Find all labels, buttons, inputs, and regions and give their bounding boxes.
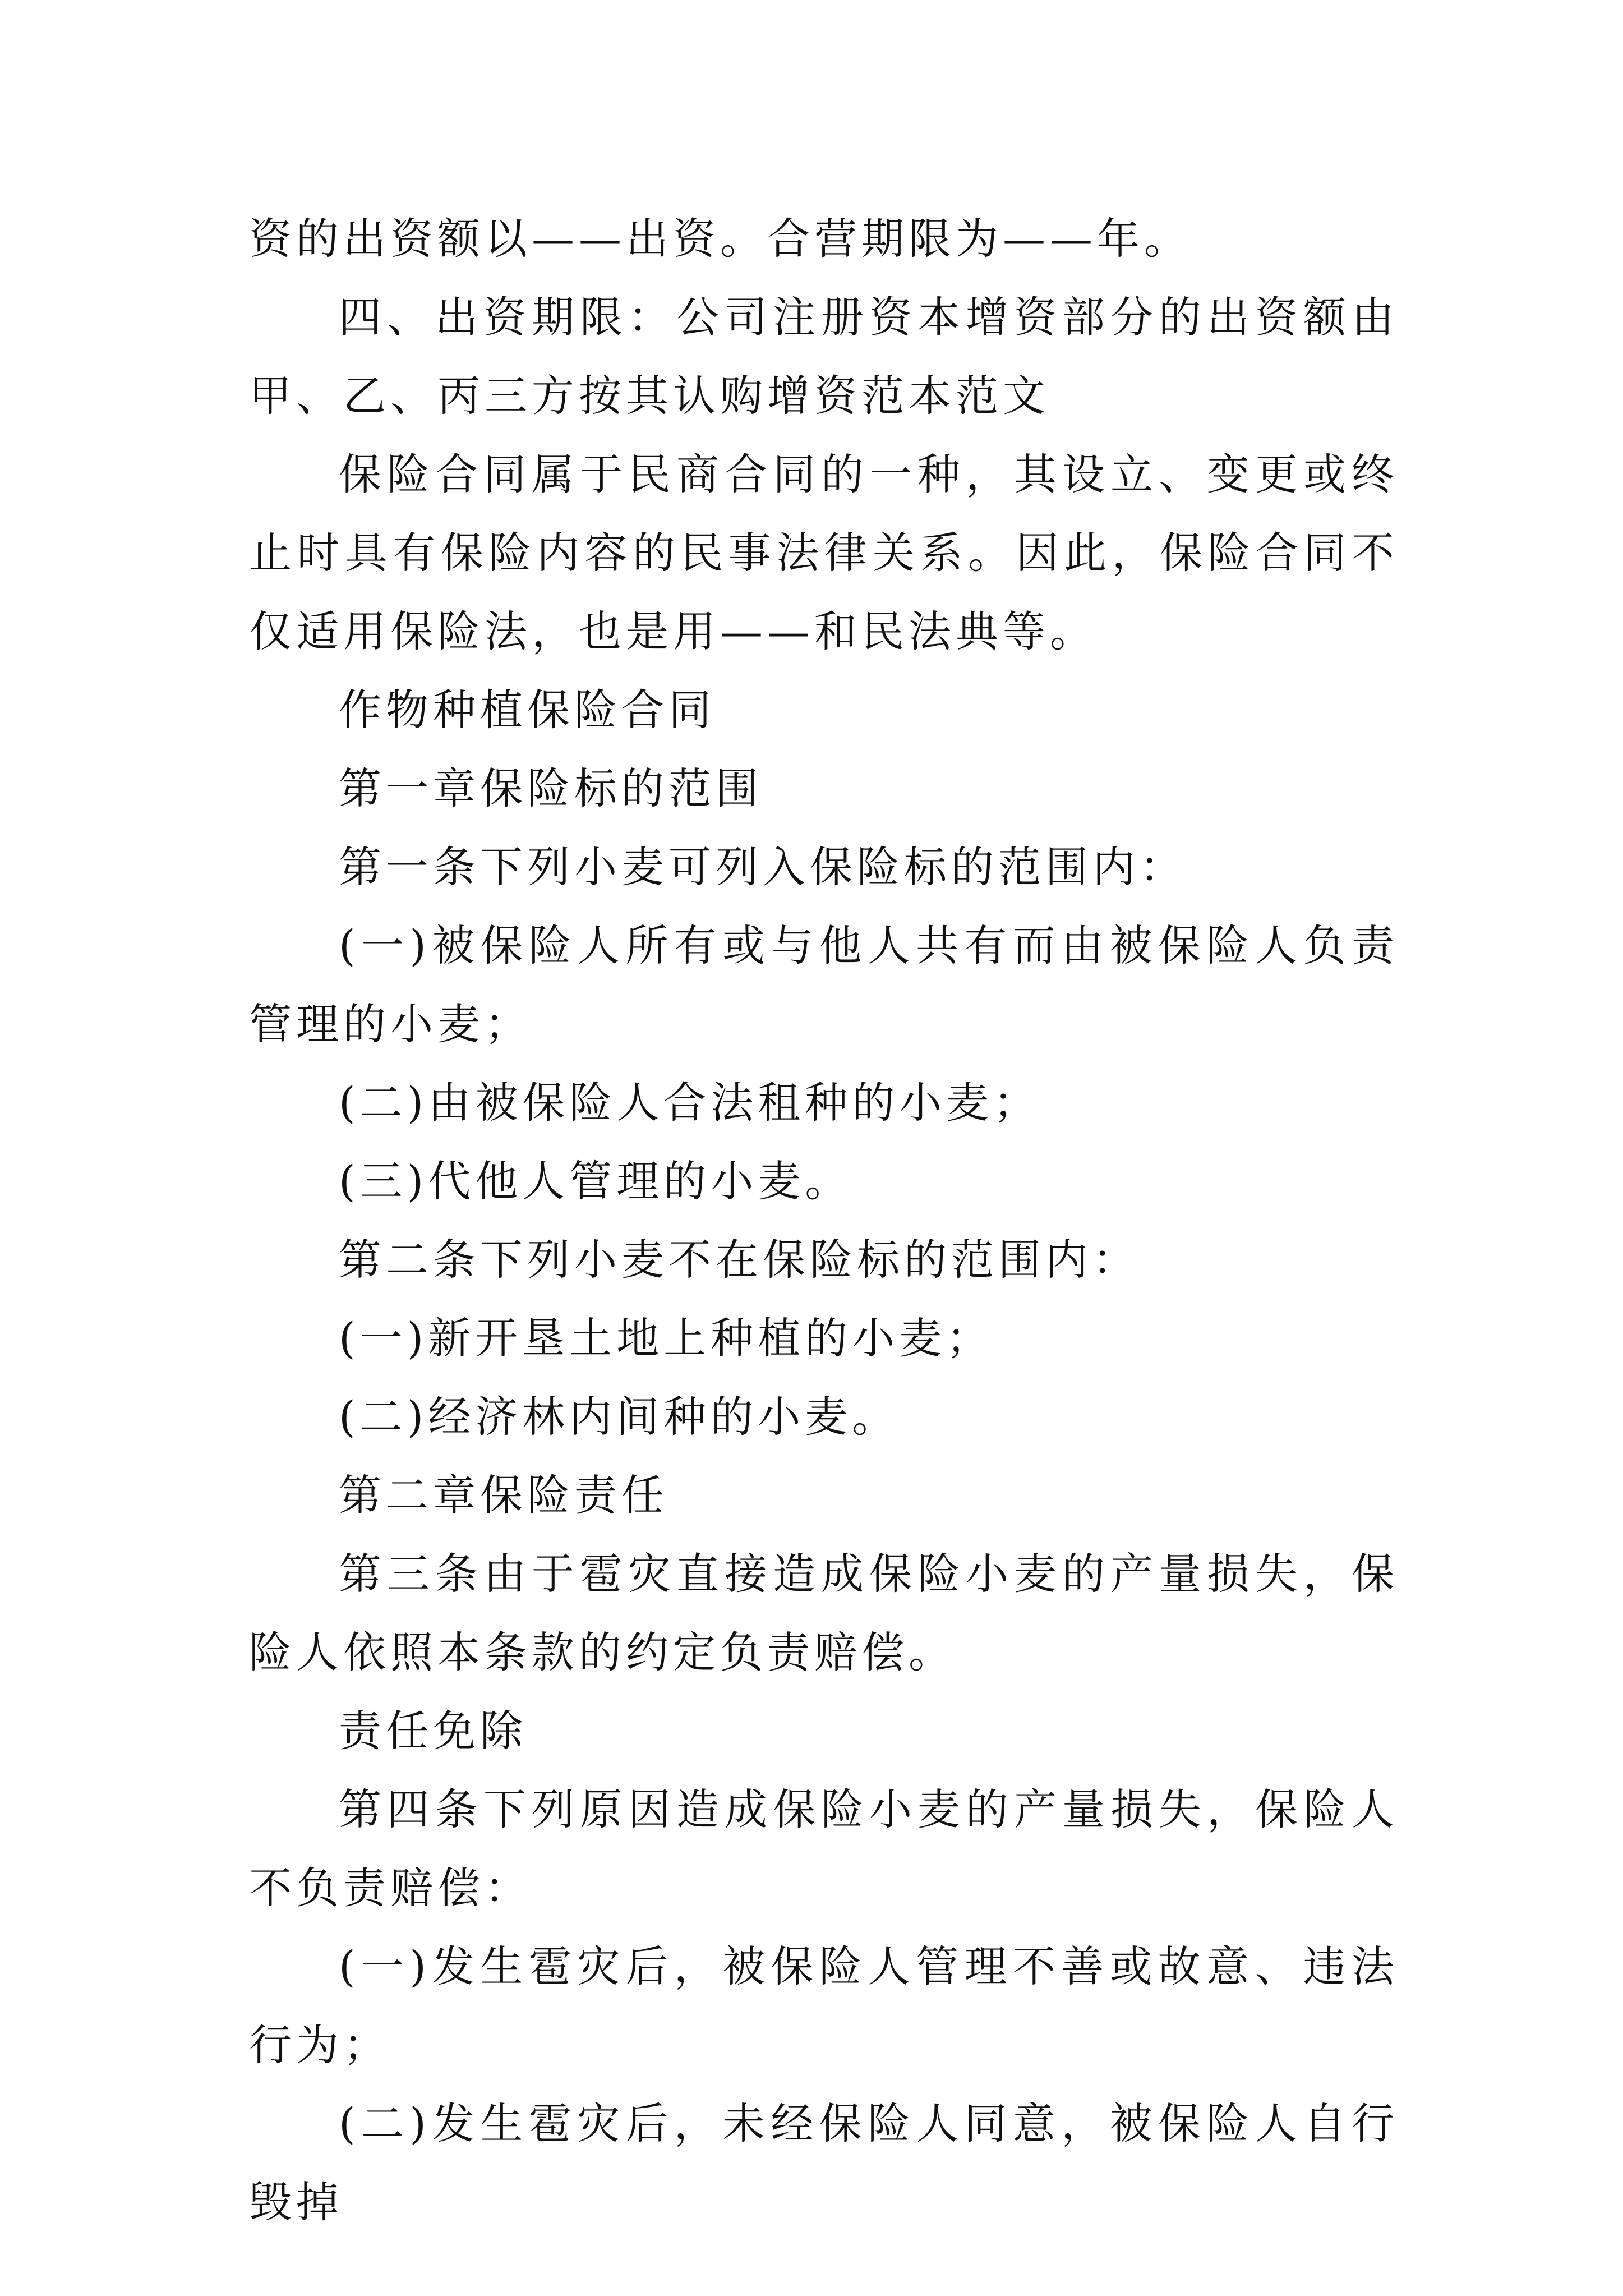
chapter-heading-2: 第二章保险责任 <box>339 1470 668 1520</box>
article-2-item-1: (一)新开垦土地上种植的小麦； <box>339 1313 994 1363</box>
article-3: 第三条由于雹灾直接造成保险小麦的产量损失，保险人依照本条款的约定负责赔偿。 <box>249 1549 1399 1677</box>
document-title: 作物种植保险合同 <box>339 685 716 735</box>
article-1-item-2: (二)由被保险人合法租种的小麦； <box>339 1078 1041 1128</box>
article-2: 第二条下列小麦不在保险标的范围内： <box>339 1235 1140 1285</box>
article-4-item-1: (一)发生雹灾后，被保险人管理不善或故意、违法行为； <box>249 1941 1399 2070</box>
article-2-item-2: (二)经济林内间种的小麦。 <box>339 1392 900 1442</box>
document-body <box>249 200 1399 2242</box>
paragraph-contribution-deadline: 四、出资期限：公司注册资本增资部分的出资额由甲、乙、丙三方按其认购增资范本范文 <box>249 292 1399 421</box>
section-heading-exclusions: 责任免除 <box>339 1706 527 1756</box>
chapter-heading-1: 第一章保险标的范围 <box>339 763 763 813</box>
article-1-item-3: (三)代他人管理的小麦。 <box>339 1156 852 1206</box>
article-1: 第一条下列小麦可列入保险标的范围内： <box>339 842 1187 892</box>
paragraph-insurance-contract-intro: 保险合同属于民商合同的一种，其设立、变更或终止时具有保险内容的民事法律关系。因此，保险合同不仅适用保险法，也是用——和民法典等。 <box>249 449 1399 656</box>
article-4-item-2: (二)发生雹灾后，未经保险人同意，被保险人自行毁掉 <box>249 2099 1399 2227</box>
paragraph-capital-contribution-term: 资的出资额以——出资。合营期限为——年。 <box>249 214 1191 264</box>
article-4: 第四条下列原因造成保险小麦的产量损失，保险人不负责赔偿： <box>249 1784 1399 1913</box>
article-1-item-1: (一)被保险人所有或与他人共有而由被保险人负责管理的小麦； <box>249 921 1399 1049</box>
